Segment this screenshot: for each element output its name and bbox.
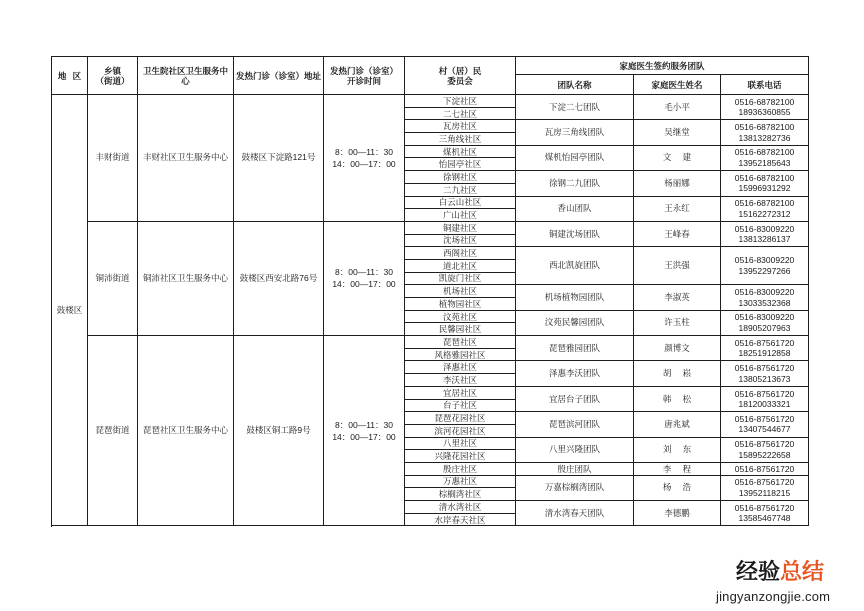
team-name-cell: 西北凯旋团队 xyxy=(516,247,634,285)
phone-cell xyxy=(721,120,809,145)
doctor-name-cell: 毛小平 xyxy=(634,95,721,120)
team-name-cell: 汶苑民馨园团队 xyxy=(516,311,634,336)
team-name-cell: 万嘉棕榈湾团队 xyxy=(516,476,634,501)
logo-text-dark: 经验 xyxy=(736,560,781,585)
landline-number: 0516-83009220 xyxy=(734,255,795,266)
phone-cell xyxy=(721,361,809,386)
mobile-number: 13407544677 xyxy=(738,424,791,435)
doctor-name-cell: 唐兆斌 xyxy=(634,412,721,437)
mobile-number: 13805213673 xyxy=(738,373,791,384)
logo-text-accent: 总结 xyxy=(780,560,825,585)
team-name-cell: 香山团队 xyxy=(516,197,634,222)
mobile-number: 13952118215 xyxy=(738,487,791,498)
committee-cell: 琵琶花园社区 xyxy=(405,412,516,425)
header-doctor-name: 家庭医生姓名 xyxy=(634,75,721,95)
team-name-cell: 殷庄团队 xyxy=(516,463,634,476)
header-clinic-hours: 发热门诊（诊室） 开诊时间 xyxy=(324,57,405,95)
committee-cell: 李沃社区 xyxy=(405,374,516,387)
landline-number: 0516-87561720 xyxy=(734,337,795,348)
clinic-hours-cell xyxy=(324,95,405,222)
phone-cell xyxy=(721,222,809,247)
header-phone: 联系电话 xyxy=(721,75,809,95)
health-center-cell: 铜沛社区卫生服务中心 xyxy=(138,222,234,336)
street-cell: 丰财街道 xyxy=(88,95,138,222)
committee-cell: 万惠社区 xyxy=(405,476,516,489)
landline-number: 0516-68782100 xyxy=(734,122,795,133)
hours-morning: 8：00—11：30 xyxy=(335,146,393,157)
committee-cell: 二七社区 xyxy=(405,108,516,121)
landline-number: 0516-83009220 xyxy=(734,223,795,234)
team-name-cell: 煤机怡园亭团队 xyxy=(516,146,634,171)
team-name-cell: 泽惠李沃团队 xyxy=(516,361,634,386)
phone-cell xyxy=(721,171,809,196)
landline-number: 0516-87561720 xyxy=(734,463,795,474)
doctor-name-cell: 吴继堂 xyxy=(634,120,721,145)
phone-cell xyxy=(721,387,809,412)
mobile-number: 13033532368 xyxy=(738,297,791,308)
committee-cell: 凯旋门社区 xyxy=(405,273,516,286)
header-committee: 村（居）民 委员会 xyxy=(405,57,516,95)
mobile-number: 15996931292 xyxy=(738,183,791,194)
committee-cell: 水岸春天社区 xyxy=(405,514,516,527)
phone-cell xyxy=(721,476,809,501)
doctor-name-cell: 许玉柱 xyxy=(634,311,721,336)
team-name-cell: 机场植物园团队 xyxy=(516,285,634,310)
team-name-cell: 下淀二七团队 xyxy=(516,95,634,120)
committee-cell: 西阁社区 xyxy=(405,247,516,260)
committee-cell: 泽惠社区 xyxy=(405,361,516,374)
clinic-hours-cell xyxy=(324,336,405,526)
committee-cell: 道北社区 xyxy=(405,260,516,273)
phone-cell xyxy=(721,438,809,463)
doctor-name-cell: 李德鹏 xyxy=(634,501,721,526)
committee-cell: 二九社区 xyxy=(405,184,516,197)
committee-cell: 滨河花园社区 xyxy=(405,425,516,438)
landline-number: 0516-68782100 xyxy=(734,172,795,183)
committee-cell: 怡园亭社区 xyxy=(405,158,516,171)
phone-cell xyxy=(721,463,809,476)
landline-number: 0516-68782100 xyxy=(734,147,795,158)
committee-cell: 风格雅园社区 xyxy=(405,349,516,362)
landline-number: 0516-68782100 xyxy=(734,96,795,107)
committee-cell: 宜居社区 xyxy=(405,387,516,400)
header-team-name: 团队名称 xyxy=(516,75,634,95)
street-cell: 铜沛街道 xyxy=(88,222,138,336)
mobile-number: 13585467748 xyxy=(738,513,791,524)
clinic-hours-cell xyxy=(324,222,405,336)
doctor-name-cell: 李淑英 xyxy=(634,285,721,310)
doctor-name-cell: 杨 浩 xyxy=(634,476,721,501)
doctor-name-cell: 王永红 xyxy=(634,197,721,222)
hours-afternoon: 14：00—17：00 xyxy=(332,158,396,169)
committee-cell: 煤机社区 xyxy=(405,146,516,159)
landline-number: 0516-68782100 xyxy=(734,198,795,209)
team-name-cell: 琵琶雅园团队 xyxy=(516,336,634,361)
landline-number: 0516-83009220 xyxy=(734,287,795,297)
doctor-name-cell: 王洪强 xyxy=(634,247,721,285)
committee-cell: 八里社区 xyxy=(405,438,516,451)
committee-cell: 殷庄社区 xyxy=(405,463,516,476)
mobile-number: 18251912858 xyxy=(738,348,791,359)
phone-cell xyxy=(721,336,809,361)
hours-afternoon: 14：00—17：00 xyxy=(332,431,396,442)
committee-cell: 汶苑社区 xyxy=(405,311,516,324)
hours-afternoon: 14：00—17：00 xyxy=(332,279,396,290)
doctor-name-cell: 韩 松 xyxy=(634,387,721,412)
doctor-name-cell: 王峰春 xyxy=(634,222,721,247)
committee-cell: 清水湾社区 xyxy=(405,501,516,514)
team-name-cell: 琵琶滨河团队 xyxy=(516,412,634,437)
phone-cell xyxy=(721,412,809,437)
clinic-address-cell: 鼓楼区下淀路121号 xyxy=(234,95,324,222)
team-name-cell: 瓦房三角线团队 xyxy=(516,120,634,145)
team-name-cell: 宜居台子团队 xyxy=(516,387,634,412)
landline-number: 0516-87561720 xyxy=(734,439,795,450)
hours-morning: 8：00—11：30 xyxy=(335,419,393,430)
mobile-number: 18936360855 xyxy=(738,107,791,118)
committee-cell: 三角线社区 xyxy=(405,133,516,146)
phone-cell xyxy=(721,146,809,171)
phone-cell xyxy=(721,501,809,526)
committee-cell: 琵琶社区 xyxy=(405,336,516,349)
committee-cell: 铜建社区 xyxy=(405,222,516,235)
team-name-cell: 清水湾春天团队 xyxy=(516,501,634,526)
team-name-cell: 徐钢二九团队 xyxy=(516,171,634,196)
committee-cell: 徐钢社区 xyxy=(405,171,516,184)
health-center-cell: 琵琶社区卫生服务中心 xyxy=(138,336,234,526)
committee-cell: 沈场社区 xyxy=(405,235,516,248)
doctor-name-cell: 胡 崧 xyxy=(634,361,721,386)
street-cell: 琵琶街道 xyxy=(88,336,138,526)
mobile-number: 13813286137 xyxy=(738,234,791,245)
committee-cell: 民馨园社区 xyxy=(405,323,516,336)
committee-cell: 台子社区 xyxy=(405,400,516,413)
landline-number: 0516-87561720 xyxy=(734,413,795,424)
doctor-name-cell: 颜博文 xyxy=(634,336,721,361)
site-logo xyxy=(736,560,824,586)
mobile-number: 15895222658 xyxy=(738,449,791,460)
site-url: jingyanzongjie.com xyxy=(716,589,831,604)
mobile-number: 13952185643 xyxy=(738,157,791,168)
phone-cell xyxy=(721,247,809,285)
doctor-name-cell: 文 建 xyxy=(634,146,721,171)
committee-cell: 瓦房社区 xyxy=(405,120,516,133)
family-doctor-team-table xyxy=(51,56,809,527)
committee-cell: 白云山社区 xyxy=(405,197,516,210)
doctor-name-cell: 杨丽娜 xyxy=(634,171,721,196)
district-cell: 鼓楼区 xyxy=(52,95,88,526)
landline-number: 0516-87561720 xyxy=(734,388,795,399)
committee-cell: 机场社区 xyxy=(405,285,516,298)
mobile-number: 18905207963 xyxy=(738,322,791,333)
phone-cell xyxy=(721,197,809,222)
mobile-number: 13813282736 xyxy=(738,132,791,143)
phone-cell xyxy=(721,311,809,336)
header-region: 地 区 xyxy=(52,57,88,95)
mobile-number: 18120033321 xyxy=(738,399,791,409)
header-street: 乡镇 （街道） xyxy=(88,57,138,95)
header-health-center: 卫生院社区卫生服务中 心 xyxy=(138,57,234,95)
clinic-address-cell: 鼓楼区铜工路9号 xyxy=(234,336,324,526)
phone-cell xyxy=(721,95,809,120)
landline-number: 0516-87561720 xyxy=(734,477,795,488)
committee-cell: 下淀社区 xyxy=(405,95,516,108)
committee-cell: 广山社区 xyxy=(405,209,516,222)
header-clinic-address: 发热门诊（诊室）地址 xyxy=(234,57,324,95)
landline-number: 0516-87561720 xyxy=(734,363,795,374)
committee-cell: 植物园社区 xyxy=(405,298,516,311)
doctor-name-cell: 刘 东 xyxy=(634,438,721,463)
team-name-cell: 铜建沈场团队 xyxy=(516,222,634,247)
header-team-group: 家庭医生签约服务团队 xyxy=(516,57,809,75)
mobile-number: 15162272312 xyxy=(738,208,791,219)
landline-number: 0516-83009220 xyxy=(734,312,795,323)
clinic-address-cell: 鼓楼区西安北路76号 xyxy=(234,222,324,336)
committee-cell: 棕榈湾社区 xyxy=(405,488,516,501)
phone-cell xyxy=(721,285,809,310)
hours-morning: 8：00—11：30 xyxy=(335,267,393,278)
doctor-name-cell: 李 程 xyxy=(634,463,721,476)
landline-number: 0516-87561720 xyxy=(734,502,795,513)
committee-cell: 兴隆花园社区 xyxy=(405,450,516,463)
team-name-cell: 八里兴隆团队 xyxy=(516,438,634,463)
mobile-number: 13952297266 xyxy=(738,265,791,276)
health-center-cell: 丰财社区卫生服务中心 xyxy=(138,95,234,222)
